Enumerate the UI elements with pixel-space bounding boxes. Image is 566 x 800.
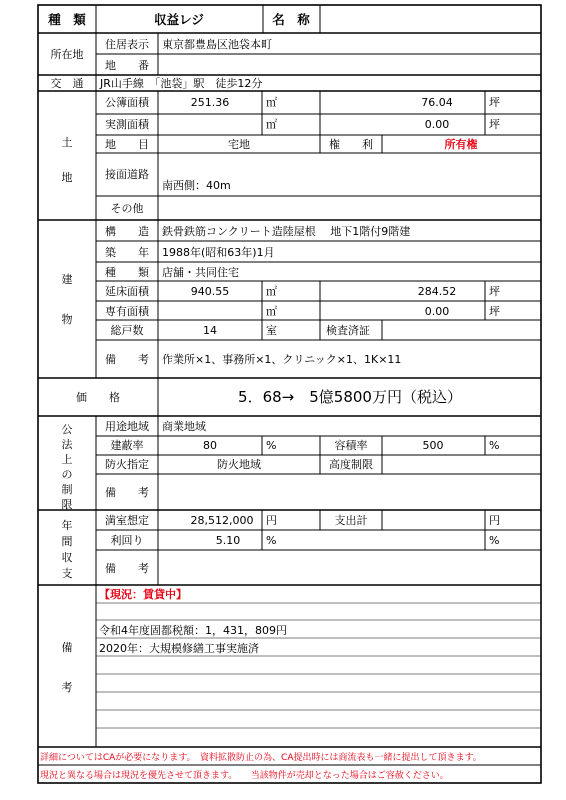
address-label: 住居表示 [105,38,149,51]
land-label-top: 土 [61,136,73,149]
floor-area-label: 延床面積 [105,285,149,298]
remarks-label-bottom: 考 [61,681,73,694]
svg-text:間: 間 [61,535,73,548]
height-limit-label: 高度制限 [329,458,373,471]
tsubo-unit: 坪 [489,305,500,318]
percent-unit: % [489,439,500,452]
svg-text:制: 制 [61,483,73,496]
income-remarks-label: 備 考 [105,562,149,575]
total-units-label: 総戸数 [110,324,144,337]
percent-unit: % [266,534,277,547]
location-label: 所在地 [50,48,84,61]
price-value: 5．68→ 5億5800万円（税込） [238,388,462,406]
structure-value: 鉄骨鉄筋コンクリート造陸屋根 地下1階付9階建 [162,225,411,238]
sqm-unit: ㎡ [266,305,277,318]
floor-area-ratio-value: 500 [422,439,444,452]
registered-area-sqm: 251.36 [190,96,230,109]
road-frontage-label: 接面道路 [105,168,149,181]
building-remarks-label: 備 考 [105,353,149,366]
repair-note: 2020年：大規模修繕工事実施済 [99,642,259,655]
land-category-label: 地 目 [105,138,149,151]
room-unit: 室 [266,324,277,337]
built-year-label: 築 年 [105,246,149,259]
land-other-label: その他 [110,202,144,215]
structure-label: 構 造 [105,225,149,238]
floor-area-tsubo: 284.52 [417,285,457,298]
road-frontage-value: 南西側：40m [162,179,231,192]
price-label: 価 格 [76,391,120,404]
footer-note-ca: 詳細についてはCAが必要になります。 資料拡散防止の為、CA提出時には商流表も一緒に提出して頂きます。 [40,753,482,763]
registered-area-tsubo: 76.04 [421,96,453,109]
coverage-ratio-label: 建蔽率 [110,439,144,452]
land-label-bottom: 地 [61,171,73,184]
full-occupancy-label: 満室想定 [105,514,149,527]
tsubo-unit: 坪 [489,118,500,131]
fire-zone-value: 防火地域 [217,458,261,471]
tsubo-unit: 坪 [489,285,500,298]
building-label-bottom: 物 [61,313,73,326]
access-value: JR山手線 「池袋」駅 徒歩12分 [100,77,263,90]
access-label: 交 通 [50,77,84,90]
rights-value: 所有権 [444,138,478,151]
land-category-value: 宅地 [228,138,250,151]
sqm-unit: ㎡ [266,118,277,131]
building-remarks-value: 作業所×1、事務所×1、クリニック×1、1K×11 [162,353,402,366]
zoning-label: 用途地域 [105,420,149,433]
svg-text:支: 支 [61,567,73,580]
type-label: 種 類 [48,12,86,27]
yield-value: 5.10 [215,534,241,547]
floor-area-sqm: 940.55 [190,285,230,298]
property-tax-note: 令和4年度固都税額：1，431，809円 [99,624,287,637]
svg-text:年: 年 [61,519,73,532]
svg-text:の: の [61,468,73,481]
tsubo-unit: 坪 [489,96,500,109]
registered-area-label: 公簿面積 [105,96,149,109]
percent-unit: % [266,439,277,452]
svg-text:収: 収 [61,551,73,564]
yen-unit: 円 [489,514,500,527]
rights-label: 権 利 [329,138,373,151]
status-note: 【現況：賃貸中】 [99,588,187,601]
building-type-label: 種 類 [105,266,149,279]
inspection-cert-label: 検査済証 [326,324,370,337]
measured-area-tsubo: 0.00 [424,118,450,131]
type-value: 収益レジ [154,12,204,27]
name-label: 名 称 [272,12,310,27]
fire-zone-label: 防火指定 [105,458,149,471]
legal-remarks-label: 備 考 [105,486,149,499]
svg-text:上: 上 [61,453,73,466]
exclusive-area-label: 専有面積 [105,305,149,318]
yen-unit: 円 [266,514,277,527]
coverage-ratio-value: 80 [203,439,217,452]
svg-text:公: 公 [61,423,73,436]
total-units-value: 14 [203,324,217,337]
sqm-unit: ㎡ [266,96,277,109]
svg-text:限: 限 [61,498,73,511]
lot-number-label: 地 番 [105,59,149,72]
measured-area-label: 実測面積 [105,118,149,131]
zoning-value: 商業地域 [162,420,206,433]
remarks-label-top: 備 [61,641,73,654]
address-value: 東京都豊島区池袋本町 [162,38,272,51]
building-label-top: 建 [61,273,73,286]
floor-area-ratio-label: 容積率 [334,439,368,452]
built-year-value: 1988年(昭和63年)1月 [162,246,275,259]
full-occupancy-value: 28,512,000 [190,514,254,527]
footer-note-status: 現況と異なる場合は現況を優先させて頂きます。 当該物件が売却となった場合はご容赦ください。 [40,771,449,781]
svg-text:法: 法 [61,438,73,451]
expenses-label: 支出計 [334,514,368,527]
sqm-unit: ㎡ [266,285,277,298]
yield-label: 利回り [110,534,144,547]
percent-unit-right: % [489,534,500,547]
exclusive-area-tsubo: 0.00 [424,305,450,318]
building-type-value: 店舗・共同住宅 [162,266,239,279]
